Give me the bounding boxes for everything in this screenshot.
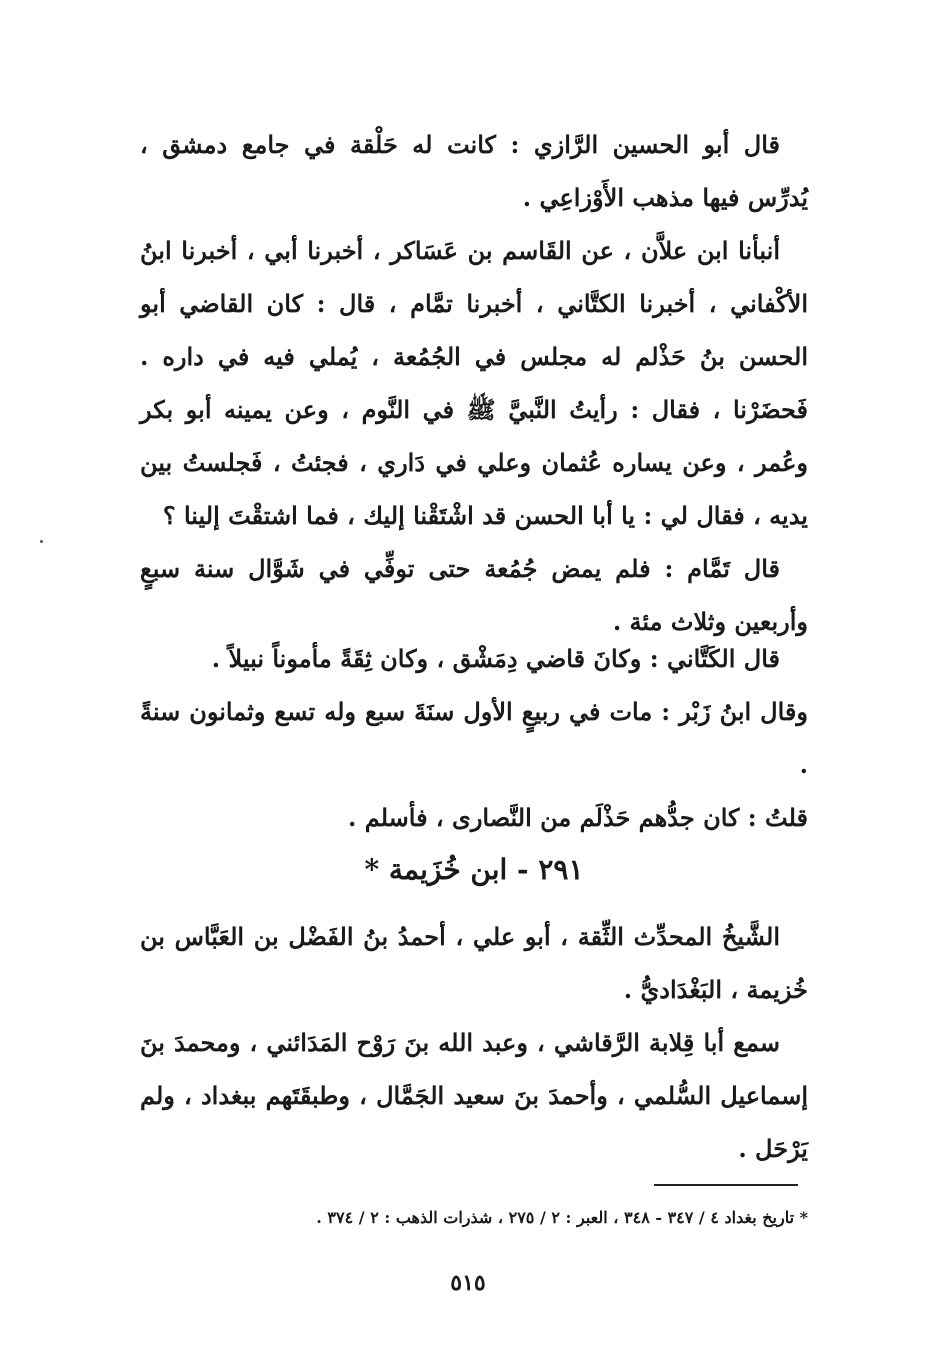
- paragraph-shaykh: الشَّيخُ المحدِّث الثِّقة ، أبو علي ، أحمدُ بنُ الفَضْل بن العَبَّاس بن خُزيمة ، البَغْدَاديُّ .: [140, 922, 808, 1004]
- paragraph-kattani: قال الكَتَّاني : وكانَ قاضي دِمَشْق ، وكان ثِقَةً مأموناً نبيلاً .: [211, 644, 780, 673]
- paragraph-razi: قال أبو الحسين الرَّازي : كانت له حَلْقة في جامع دمشق ، يُدرِّس فيها مذهب الأَوْزاعِي .: [140, 130, 808, 212]
- text-block-bottom: [140, 910, 808, 1175]
- paragraph-hadhlam-dream: أنبأنا ابن علاَّن ، عن القَاسم بن عَسَاكر ، أخبرنا أبي ، أخبرنا ابنُ الأكْفاني ، أخبرنا الكتَّاني ، أخبرنا تمَّام ، قال : كان القاضي أبو الحسن بنُ حَذْلم له مجلس في الجُمُعة ، يُملي فيه في داره . فَحضَرْنا ، فقال : رأيتُ النَّبيَّ ﷺ في النَّوم ، وعن يمينه أبو بكر وعُمر ، وعن يساره عُثمان وعلي في دَاري ، فجئتُ ، فَجلستُ بين يديه ، فقال لي : يا أبا الحسن قد اشْتَقْنا إليك ، فما اشتقْتَ إلينا ؟: [140, 236, 808, 530]
- paragraph-tammam: قال تَمَّام : فلم يمض جُمُعة حتى توفِّي في شَوَّال سنة سبعٍ وأربعين وثلاث مئة .: [140, 554, 808, 636]
- footnote: * تاريخ بغداد ٤ / ٣٤٧ - ٣٤٨ ، العبر : ٢ / ٢٧٥ ، شذرات الذهب : ٢ / ٣٧٤ .: [316, 1208, 808, 1227]
- paragraph-samia: سمع أبا قِلابة الرَّقاشي ، وعبد الله بنَ رَوْح المَدَائني ، ومحمدَ بنَ إسماعيل السُّلمي ، وأحمدَ بنَ سعيد الجَمَّال ، وطبقَتَهم ببغداد ، ولم يَرْحَل .: [140, 1028, 808, 1163]
- page-number: ٥١٥: [450, 1270, 486, 1296]
- scan-speck: [40, 540, 43, 543]
- entry-heading: ٢٩١ - ابن خُزَيمة *: [364, 853, 584, 886]
- text-block-top: [140, 118, 808, 648]
- footnote-divider: [654, 1184, 798, 1186]
- paragraph-ibn-zabr: وقال ابنُ زَبْر : مات في ربيعٍ الأول سنَةَ سبع وله تسع وثمانون سنةً .: [140, 697, 808, 779]
- text-block-middle: [140, 632, 808, 844]
- paragraph-qultu: قلتُ : كان جدُّهم حَذْلَم من النَّصارى ، فأسلم .: [348, 803, 808, 832]
